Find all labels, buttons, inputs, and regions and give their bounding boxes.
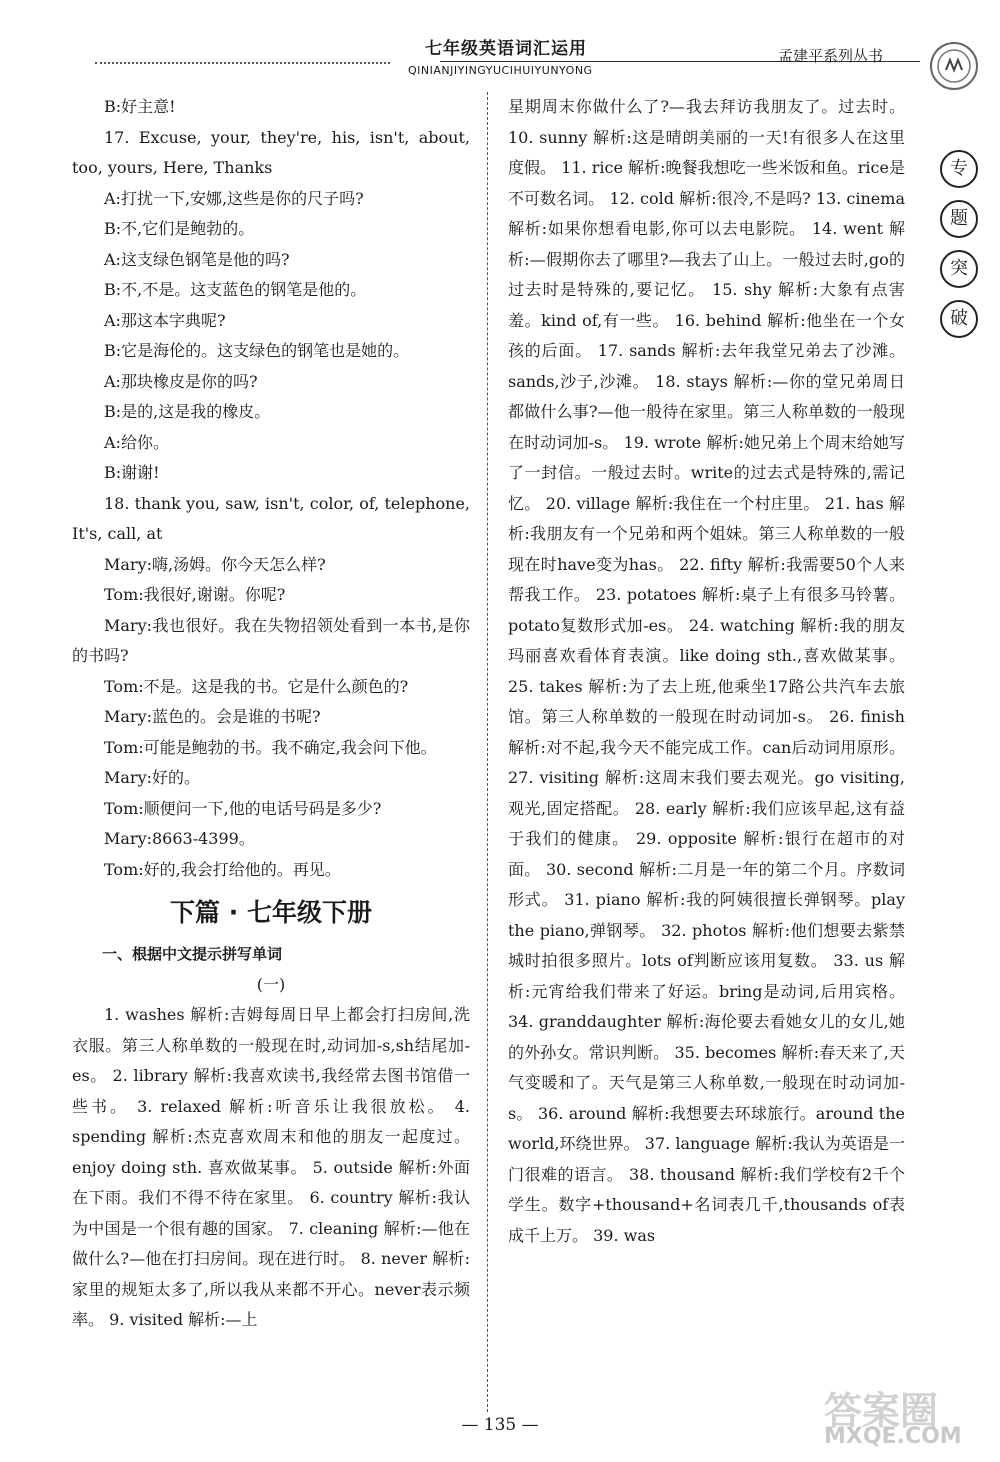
text-line: Tom:顺便问一下,他的电话号码是多少?	[104, 798, 382, 818]
book-title-pinyin: QINIANJIYINGYUCIHUIYUNYONG	[408, 64, 593, 77]
text-line: 17. Excuse, your, they're, his, isn't, about, too, yours, Here, Thanks	[72, 127, 470, 177]
badge-char: 突	[940, 250, 978, 288]
badge-char: 专	[940, 150, 978, 188]
text-line: A:给你。	[104, 432, 169, 452]
watermark-url: MXQE.COM	[824, 1424, 962, 1449]
text-line: Mary:蓝色的。会是谁的书呢?	[104, 707, 321, 726]
series-name: 孟建平系列丛书	[778, 47, 884, 65]
badge-char: 破	[940, 300, 978, 338]
header-dotted-line	[95, 62, 390, 64]
badge-char: 题	[940, 200, 978, 238]
right-column	[508, 92, 905, 1251]
answer-paragraph: 1. washes 解析:吉姆每周日早上都会打扫房间,洗衣服。第三人称单数的一般现在时,动词加-s,sh结尾加-es。 2. library 解析:我喜欢读书,我经常去图书馆借一些书。 3. relaxed 解析:听音乐让我很放松。 4. spending 解析:杰克喜欢周末和他的朋友一起度过。enjoy doing sth. 喜欢做某事。 5. outside 解析:外面在下雨。我们不得不待在家里。 6. country 解析:我认为中国是一个很有趣的国家。 7. cleaning 解析:—他在做什么?—他在打扫房间。现在进行时。 8. never 解析:家里的规矩太多了,所以我从来都不开心。never表示频率。 9. visited 解析:—上	[72, 1005, 470, 1329]
text-line: Tom:不是。这是我的书。它是什么颜色的?	[104, 676, 409, 696]
text-line: A:打扰一下,安娜,这些是你的尺子吗?	[104, 188, 364, 208]
text-line: Tom:可能是鲍勃的书。我不确定,我会问下他。	[104, 737, 437, 757]
watermark-logo: 答案圈	[824, 1389, 939, 1433]
left-column	[72, 92, 470, 1336]
subsection-number: (一)	[256, 974, 286, 994]
text-line: 18. thank you, saw, isn't, color, of, telephone, It's, call, at	[72, 493, 470, 543]
text-line: B:谢谢!	[104, 463, 160, 482]
page-number-value: 135	[483, 1415, 517, 1435]
book-title: 七年级英语词汇运用	[425, 39, 587, 59]
page-header	[0, 0, 1000, 90]
text-line: A:那块橡皮是你的吗?	[104, 371, 258, 391]
text-line: A:这支绿色钢笔是他的吗?	[104, 249, 290, 269]
text-line: Tom:我很好,谢谢。你呢?	[104, 585, 286, 604]
text-line: A:那这本字典呢?	[104, 310, 226, 330]
text-line: Tom:好的,我会打给他的。再见。	[104, 859, 341, 879]
subsection-title: 一、根据中文提示拼写单词	[102, 945, 283, 963]
text-line: Mary:我也很好。我在失物招领处看到一本书,是你的书吗?	[72, 615, 470, 665]
text-line: B:不,它们是鲍勃的。	[104, 219, 255, 238]
section-title: 下篇 · 七年级下册	[170, 898, 372, 927]
text-line: Mary:好的。	[104, 768, 201, 787]
text-line: B:不,不是。这支蓝色的钢笔是他的。	[104, 280, 367, 299]
text-line: Mary:8663-4399。	[104, 829, 255, 848]
column-divider	[487, 92, 488, 1412]
answer-paragraph: 星期周末你做什么了?—我去拜访我朋友了。过去时。 10. sunny 解析:这是晴朗美丽的一天!有很多人在这里度假。 11. rice 解析:晚餐我想吃一些米饭和鱼。rice是不可数名词。 12. cold 解析:很冷,不是吗? 13. cinema 解析:如果你想看电影,你可以去电影院。 14. went 解析:—假期你去了哪里?—我去了山上。一般过去时,go的过去时是特殊的,要记忆。 15. shy 解析:大象有点害羞。kind of,有一些。 16. behind 解析:他坐在一个女孩的后面。 17. sands 解析:去年我堂兄弟去了沙滩。sands,沙子,沙滩。 18. stays 解析:—你的堂兄弟周日都做什么事?—他一般待在家里。第三人称单数的一般现在时动词加-s。 19. wrote 解析:她兄弟上个周末给她写了一封信。一般过去时。write的过去式是特殊的,需记忆。 20. village 解析:我住在一个村庄里。 21. has 解析:我朋友有一个兄弟和两个姐妹。第三人称单数的一般现在时have变为has。 22. fifty 解析:我需要50个人来帮我工作。 23. potatoes 解析:桌子上有很多马铃薯。potato复数形式加-es。 24. watching 解析:我的朋友玛丽喜欢看体育表演。like doing sth.,喜欢做某事。 25. takes 解析:为了去上班,他乘坐17路公共汽车去旅馆。第三人称单数的一般现在时动词加-s。 26. finish 解析:对不起,我今天不能完成工作。can后动词用原形。 27. visiting 解析:这周末我们要去观光。go visiting,观光,固定搭配。 28. early 解析:我们应该早起,这有益于我们的健康。 29. opposite 解析:银行在超市的对面。 30. second 解析:二月是一年的第二个月。序数词形式。 31. piano 解析:我的阿姨很擅长弹钢琴。play the piano,弹钢琴。 32. photos 解析:他们想要去紫禁城时拍很多照片。lots of判断应该用复数。 33. us 解析:元宵给我们带来了好运。bring是动词,后用宾格。 34. granddaughter 解析:海伦要去看她女儿的女儿,她的外孙女。常识判断。 35. becomes 解析:春天来了,天气变暖和了。天气是第三人称单数,一般现在时动词加-s。 36. around 解析:我想要去环球旅行。around the world,环绕世界。 37. language 解析:我认为英语是一门很难的语言。 38. thousand 解析:我们学校有2千个学生。数字+thousand+名词表几千,thousands of表成千上万。 39. was	[508, 97, 905, 1245]
text-line: Mary:嗨,汤姆。你今天怎么样?	[104, 554, 326, 574]
topic-badges	[940, 150, 982, 350]
text-line: B:好主意!	[104, 97, 176, 116]
text-line: B:是的,这是我的橡皮。	[104, 402, 271, 421]
publisher-logo-icon	[930, 42, 978, 90]
text-line: B:它是海伦的。这支绿色的钢笔也是她的。	[104, 341, 410, 360]
watermark	[820, 1380, 990, 1450]
page-number: — 135 —	[461, 1415, 539, 1435]
